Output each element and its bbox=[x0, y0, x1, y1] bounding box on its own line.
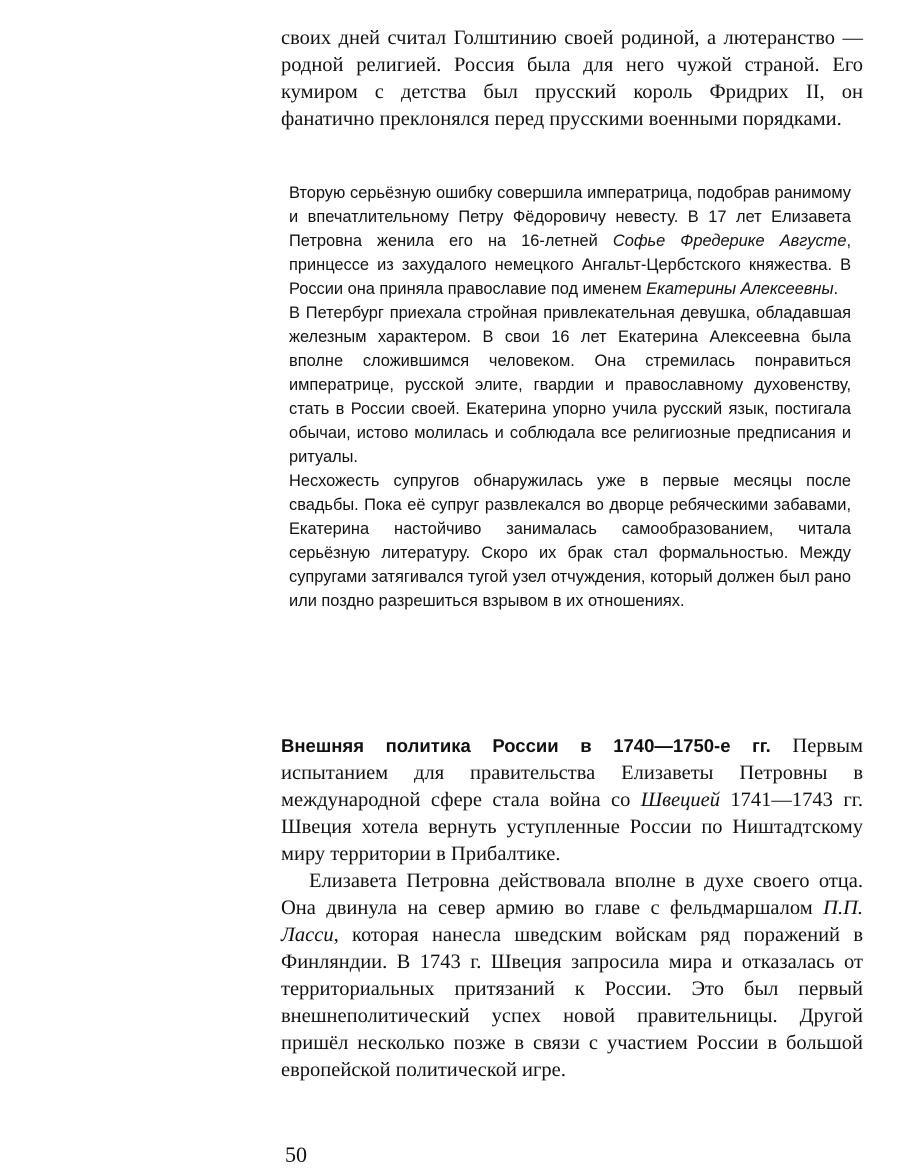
section-paragraph-2: Елизавета Петровна действовала вполне в духе своего отца. Она двинула на север армию во главе с фельдмаршалом П.П. Ласси, которая нанесла шведским войскам ряд поражений в Финляндии. В 1743 г. Швеция запросила мира и отказалась от территориальных притязаний к России. Это был первый внешнеполитический успех новой правительницы. Другой пришёл несколько позже в связи с участием России в большой европейской политической игре. bbox=[281, 870, 863, 1081]
section-block bbox=[281, 732, 863, 1084]
top-paragraph-block bbox=[281, 25, 863, 133]
name-sofia: Софье Фредерике Августе bbox=[612, 232, 847, 250]
inset-paragraph-3: Несхожесть супругов обнаружилась уже в первые месяцы после свадьбы. Пока её супруг развлекался во дворце ребяческими забавами, Екатерина настойчиво занималась самообразованием, читала серьёзную литературу. Скоро их брак стал формальностью. Между супругами затягивался тугой узел отчуждения, который должен был рано или поздно разрешиться взрывом в их отношениях. bbox=[289, 472, 851, 610]
section-heading: Внешняя политика России в 1740—1750-е гг. bbox=[281, 735, 771, 756]
name-lassi: П.П. Ласси bbox=[281, 897, 863, 946]
inset-paragraph-1: Вторую серьёзную ошибку совершила императрица, подобрав ранимому и впечатлительному Петру Фёдоровичу невесту. В 17 лет Елизавета Петровна женила его на 16-летней Софье Фредерике Августе, принцессе из захудалого немецкого Ангальт-Цербстского княжества. В России она приняла православие под именем Екатерины Алексеевны. bbox=[289, 184, 851, 298]
top-paragraph: своих дней считал Голштинию своей родиной, а лютеранство — родной религией. Россия была для него чужой страной. Его кумиром с детства был прусский король Фридрих II, он фанатично преклонялся перед прусскими военными порядками. bbox=[281, 27, 863, 130]
inset-paragraph-2: В Петербург приехала стройная привлекательная девушка, обладавшая железным характером. В свои 16 лет Екатерина Алексеевна была вполне сложившимся человеком. Она стремилась понравиться императрице, русской элите, гвардии и православному духовенству, стать в России своей. Екатерина упорно учила русский язык, постигала обычаи, истово молилась и соблюдала все религиозные предписания и ритуалы. bbox=[289, 304, 851, 466]
name-ekaterina: Екатерины Алексеевны bbox=[646, 280, 834, 298]
name-sweden: Швецией bbox=[640, 789, 721, 811]
inset-box bbox=[289, 181, 851, 613]
section-paragraph-1: Внешняя политика России в 1740—1750-е гг. Первым испытанием для правительства Елизаветы Петровны в международной сфере стала война со Швецией 1741—1743 гг. Швеция хотела вернуть уступленные России по Ништадтскому миру территории в Прибалтике. bbox=[281, 735, 863, 865]
page-number: 50 bbox=[285, 1142, 307, 1167]
